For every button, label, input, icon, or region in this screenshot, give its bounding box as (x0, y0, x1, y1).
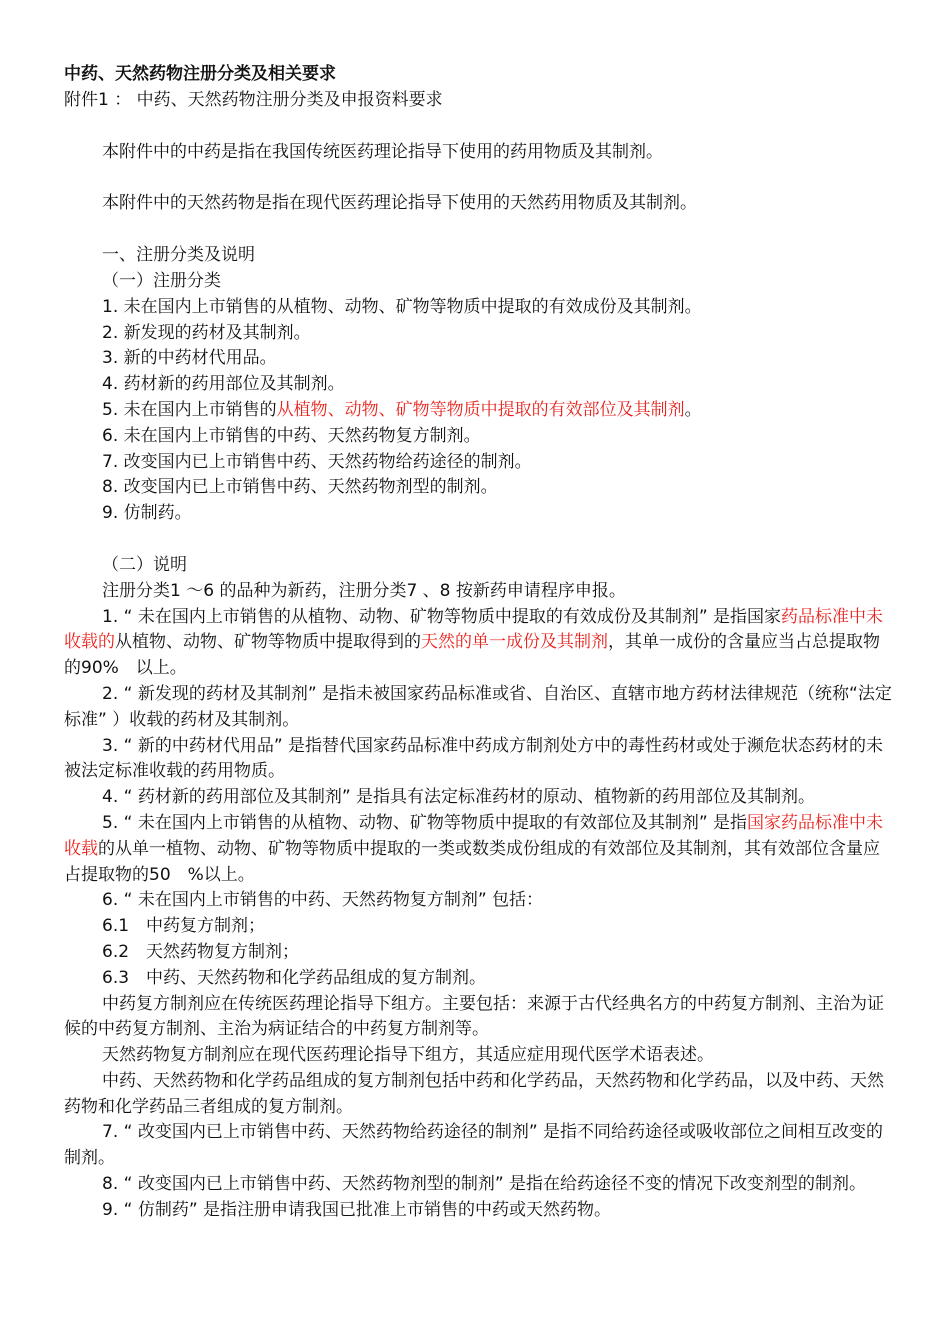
d1-highlight-2: 天然的单一成份及其制剂 (421, 632, 608, 653)
d1-highlight-1: 药品标准中未收载的 (64, 606, 884, 653)
attachment-subtitle: 附件1 ： 中药、天然药物注册分类及申报资料要求 (64, 89, 443, 110)
intro-paragraph-tcm: 本附件中的中药是指在我国传统医药理论指导下使用的药用物质及其制剂。 (102, 141, 663, 162)
explanation-4: 4. “ 药材新的药用部位及其制剂” 是指具有法定标准药材的原动、植物新的药用部位及其制剂。 (102, 787, 816, 808)
explanation-6-1: 6.1 中药复方制剂； (102, 916, 266, 937)
explanation-6: 6. “ 未在国内上市销售的中药、天然药物复方制剂” 包括： (102, 890, 544, 911)
category-item-4: 4. 药材新的药用部位及其制剂。 (102, 374, 345, 395)
item5-pre: 5. 未在国内上市销售的 (102, 399, 277, 420)
explanation-2: 2. “ 新发现的药材及其制剂” 是指未被国家药品标准或省、自治区、直辖市地方药材法律规范（统称“法定标准” ）收载的药材及其制剂。 (64, 683, 892, 730)
d1-text-e: ，其单一成份的含量应当占总提取物的90% 以上。 (64, 632, 880, 679)
explanation-3: 3. “ 新的中药材代用品” 是指替代国家药品标准中药成方制剂处方中的毒性药材或处于濒危状态药材的未被法定标准收载的药用物质。 (64, 735, 884, 782)
classification-note: 注册分类1 ～6 的品种为新药，注册分类7 、8 按新药申请程序申报。 (102, 580, 626, 601)
explanation-1 (64, 605, 894, 682)
explanation-8: 8. “ 改变国内已上市销售中药、天然药物剂型的制剂” 是指在给药途径不变的情况下改变剂型的制剂。 (102, 1174, 867, 1195)
item5-post: 。 (684, 399, 702, 420)
category-item-5 (64, 398, 894, 424)
natural-compound-paragraph: 天然药物复方制剂应在现代医药理论指导下组方，其适应症用现代医学术语表述。 (102, 1045, 714, 1066)
category-item-3: 3. 新的中药材代用品。 (102, 348, 277, 369)
category-item-6: 6. 未在国内上市销售的中药、天然药物复方制剂。 (102, 425, 481, 446)
d1-text-c: 从植物、动物、矿物等物质中提取得到的 (115, 632, 421, 653)
explanation-5 (64, 811, 894, 888)
d5-highlight: 国家药品标准中未收载 (64, 812, 884, 859)
subsection-heading: （一）注册分类 (102, 270, 221, 291)
explanation-9: 9. “ 仿制药” 是指注册申请我国已批准上市销售的中药或天然药物。 (102, 1199, 612, 1220)
category-item-9: 9. 仿制药。 (102, 503, 192, 524)
intro-paragraph-natural: 本附件中的天然药物是指在现代医药理论指导下使用的天然药用物质及其制剂。 (102, 193, 697, 214)
d1-text-a: 1. “ 未在国内上市销售的从植物、动物、矿物等物质中提取的有效成份及其制剂” 是指国家 (102, 606, 782, 627)
category-item-1: 1. 未在国内上市销售的从植物、动物、矿物等物质中提取的有效成份及其制剂。 (102, 296, 702, 317)
document-title: 中药、天然药物注册分类及相关要求 (64, 64, 336, 84)
explanation-heading: （二）说明 (102, 554, 187, 575)
section-heading: 一、注册分类及说明 (102, 245, 255, 266)
item5-highlight: 从植物、动物、矿物等物质中提取的有效部位及其制剂 (276, 399, 685, 420)
category-item-8: 8. 改变国内已上市销售中药、天然药物剂型的制剂。 (102, 477, 498, 498)
category-item-7: 7. 改变国内已上市销售中药、天然药物给药途径的制剂。 (102, 451, 532, 472)
explanation-6-2: 6.2 天然药物复方制剂； (102, 941, 300, 962)
d5-text-a: 5. “ 未在国内上市销售的从植物、动物、矿物等物质中提取的有效部位及其制剂” 是指 (102, 812, 748, 833)
explanation-6-3: 6.3 中药、天然药物和化学药品组成的复方制剂。 (102, 967, 487, 988)
explanation-7: 7. “ 改变国内已上市销售中药、天然药物给药途径的制剂” 是指不同给药途径或吸收部位之间相互改变的制剂。 (64, 1122, 884, 1169)
d5-text-c: 的从单一植物、动物、矿物等物质中提取的一类或数类成份组成的有效部位及其制剂，其有效部位含量应占提取物的50 %以上。 (64, 838, 880, 885)
category-item-2: 2. 新发现的药材及其制剂。 (102, 322, 311, 343)
mixed-compound-paragraph: 中药、天然药物和化学药品组成的复方制剂包括中药和化学药品，天然药物和化学药品，以及中药、天然药物和化学药品三者组成的复方制剂。 (64, 1070, 884, 1117)
document-page (64, 62, 894, 1224)
tcm-compound-paragraph: 中药复方制剂应在传统医药理论指导下组方。主要包括：来源于古代经典名方的中药复方制剂、主治为证候的中药复方制剂、主治为病证结合的中药复方制剂等。 (64, 993, 884, 1040)
